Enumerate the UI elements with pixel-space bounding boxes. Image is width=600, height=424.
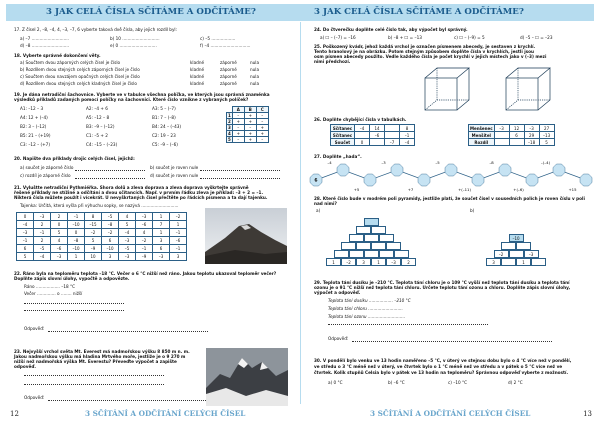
q18-option[interactable]: záporné: [220, 81, 237, 86]
table-cell: –4: [355, 125, 370, 132]
grid-cell: –6: [51, 245, 68, 253]
q21-line3: Nikterá čísla můžete použít i vícekrát. U nevyškrtaných čísel přečtěte po řádcích písmena a ta dají tajenku.: [14, 195, 268, 200]
snake-cell: [580, 174, 592, 186]
q19-item: B4: 24 – (–43): [152, 124, 182, 129]
q22-text2: Doplňte zápis slovní úlohy, vypočtě a odpovězte.: [14, 276, 130, 281]
board-cell: +: [244, 119, 256, 125]
page-number: 13: [583, 410, 592, 418]
pyramid-cell: [349, 234, 364, 242]
pyramid-cell: [371, 226, 386, 234]
snake-cell: [472, 174, 484, 186]
answer-line: [200, 178, 280, 179]
q24-a: a) ☐ – (–7) = –16: [320, 35, 356, 40]
q24-d: d) –5 – ☐ = –23: [520, 35, 553, 40]
grid-cell: –2: [170, 213, 187, 221]
q18-option[interactable]: záporné: [220, 74, 237, 79]
table-cell: –3: [494, 125, 509, 132]
grid-cell: 4: [51, 237, 68, 245]
q18-option[interactable]: nula: [250, 81, 260, 86]
grid-cell: –8: [102, 221, 119, 229]
answer-line: [48, 400, 208, 401]
q19-item: C2: 19 – 23: [152, 133, 176, 138]
table-row-header: Sčítanec: [331, 132, 355, 139]
board-row-header: 1: [228, 113, 231, 118]
page-number: 12: [10, 410, 19, 418]
table-cell: 6: [509, 132, 524, 139]
q22-text1: 22. Ráno byla na teploměru teplota –18 °C. Večer o 6 °C nižší než ráno. Jakou teplotu ukazoval teploměr večer?: [14, 271, 277, 276]
table-cell: [385, 132, 400, 139]
q19-item: B1: 7 – (–8): [152, 115, 176, 120]
q29-chlor: Teplota tání chloru ..........................: [328, 306, 403, 311]
q18-statement: a) Součtem dvou záporných celých čísel je číslo: [20, 60, 121, 65]
grid-cell: 6: [17, 245, 34, 253]
q19-item: A4: 12 + (–4): [20, 115, 48, 120]
answer-line: [48, 331, 208, 332]
snake-cell: [553, 164, 565, 176]
snake-operation: –5: [435, 160, 440, 165]
q19-chessboard: [226, 106, 269, 143]
q17-a: a) –7 ............................: [20, 36, 69, 41]
pyramid-cell: 2: [401, 258, 416, 266]
q19-item: B5: 21 – (+19): [20, 133, 51, 138]
snake-cell: [391, 164, 403, 176]
table-cell: 8: [400, 125, 415, 132]
snake-cell: [499, 164, 511, 176]
q30-line3: čtvrtek. Kolik stupňů Celsia bylo v pátek ve 13 hodin na teploměru? Správnou odpověď vyberte z možností.: [314, 370, 569, 375]
snake-operation: +(–6): [513, 187, 524, 192]
grid-cell: 7: [153, 221, 170, 229]
q23-line4: odpověď.: [14, 364, 36, 369]
q17-e: e) 0 ............................: [110, 43, 157, 48]
board-cell: –: [232, 137, 244, 143]
q18-statement: d) Rozdílem dvou stejných celých kladných čísel je číslo: [20, 81, 137, 86]
footer-title: 3 SČÍTÁNÍ A ODČÍTÁNÍ CELÝCH ČÍSEL: [370, 409, 531, 418]
q29-odpoved: Odpověď:: [328, 336, 349, 341]
q20-c: c) rozdíl je záporné číslo: [20, 173, 71, 178]
board-cell: +: [232, 131, 244, 137]
q30-option-d[interactable]: d) 2 °C: [508, 380, 523, 385]
pyramid-cell: 1: [371, 258, 386, 266]
board-col-header: C: [256, 107, 268, 113]
q18-option[interactable]: nula: [250, 74, 260, 79]
q18-option[interactable]: kladné: [190, 81, 205, 86]
grid-cell: –15: [85, 221, 102, 229]
cuboid-diagram: [420, 66, 570, 116]
sum-table: [330, 124, 415, 146]
board-row-header: 5: [228, 137, 231, 142]
q19-text1: 19. Je dána netradiční šachovnice. Vyberte ve v tabulce všechna políčka, ve kterých jsou správná znaménka: [14, 92, 270, 97]
pyramid-target-cell: –10: [509, 234, 524, 242]
snake-operation: +15: [568, 187, 577, 192]
q29-line3: výpočet a odpověď.: [314, 290, 361, 295]
grid-cell: 2: [34, 221, 51, 229]
volcano-icon: [205, 208, 287, 264]
q17-text: 17. Z čísel 2, –8, –4, 4, –3, –7, 6 vyberte taková dvě čísla, aby jejich rozdíl byl:: [14, 27, 178, 32]
grid-cell: –2: [102, 229, 119, 237]
grid-cell: 5: [17, 253, 34, 261]
q21-line2: řešené příklady ne stížiné a odčítání a dvou sčítancích. Např. v prvním řádku zleva je příklad: –3 + 2 = –1.: [14, 190, 264, 195]
grid-cell: 3: [170, 253, 187, 261]
board-cell: –: [256, 137, 268, 143]
board-col-header: B: [244, 107, 256, 113]
grid-cell: 5: [119, 221, 136, 229]
pyramid-cell: [379, 234, 394, 242]
board-cell: +: [256, 131, 268, 137]
table-cell: –7: [385, 139, 400, 146]
q24-b: b) –8 + ☐ = –13: [388, 35, 422, 40]
grid-cell: –3: [153, 253, 170, 261]
table-cell: –13: [539, 132, 554, 139]
q19-text2: výsledků příkladů zadaných pomocí políčky na šachovnici. Které číslo vznikne z vybraných políček?: [14, 97, 249, 102]
q18-option[interactable]: záporné: [220, 67, 237, 72]
snake-operation: +(–11): [458, 187, 471, 192]
q22-vecer: Večer .............. o ........ nižší: [24, 291, 83, 296]
pyramid-cell: 3: [356, 258, 371, 266]
q18-text: 18. Vyberte správné dokončení věty.: [14, 53, 101, 58]
mountain-icon: [206, 348, 288, 406]
q28-a-label: a): [316, 208, 321, 213]
grid-cell: –3: [119, 237, 136, 245]
pyramid-cell: 1: [516, 258, 531, 266]
snake-chain: [308, 158, 594, 194]
page-footer: [300, 407, 600, 421]
q19-item: C5: –9 – (–6): [152, 142, 178, 147]
table-cell: [355, 132, 370, 139]
q18-option[interactable]: kladné: [190, 60, 205, 65]
grid-cell: 4: [119, 213, 136, 221]
q18-statement: b) Rozdílem dvou stejných celých záporných čísel je číslo: [20, 67, 140, 72]
grid-cell: –1: [170, 245, 187, 253]
q18-option[interactable]: kladné: [190, 74, 205, 79]
snake-cell: [364, 174, 376, 186]
table-cell: –1: [400, 132, 415, 139]
q29-line1: 29. Teplota tání dusíku je –210 °C. Teplota tání chloru je o 109 °C vyšší než teplota tání dusíku a teplota tání: [314, 280, 570, 285]
q19-item: C4: –15 – (–23): [86, 142, 118, 147]
q23-line3: nižší než nadmořská výška Mt. Everestu? Převeďte výpočet a zapište: [14, 359, 177, 364]
grid-cell: 1: [68, 253, 85, 261]
pyramid-cell: [509, 250, 524, 258]
table-row-header: Menšenec: [470, 125, 493, 131]
table-cell: 12: [509, 125, 524, 132]
grid-cell: –5: [34, 245, 51, 253]
board-cell: +: [256, 125, 268, 131]
table-cell: [370, 139, 385, 146]
table-row-header: Menšitel: [469, 132, 495, 139]
q25-line3: osm písmen abecedy použito. Vedle každého čísla je počet krychlí v jejich místech jako v (–3) mezi: [314, 54, 547, 59]
q22-rano: Ráno .................. –18 °C: [24, 284, 75, 289]
answer-line: [328, 324, 488, 325]
q19-item: A5: –12 – 8: [86, 115, 110, 120]
board-cell: –: [256, 119, 268, 125]
q23-odpoved: Odpověď:: [24, 395, 45, 400]
q30-option-c[interactable]: c) –10 °C: [448, 380, 468, 385]
q20-text: 20. Napište dva příklady drojic celých čísel, jejichž:: [14, 156, 135, 161]
pyramid-cell: [394, 250, 409, 258]
pyramid-cell: [364, 234, 379, 242]
q20-d: d) součet je roven nule: [150, 173, 199, 178]
pyramid-cell: [516, 242, 531, 250]
board-cell: +: [244, 131, 256, 137]
difference-table: [468, 124, 555, 146]
table-cell: –4: [400, 139, 415, 146]
table-cell: [494, 132, 509, 139]
grid-cell: –6: [136, 221, 153, 229]
snake-cell: [445, 164, 457, 176]
pyramid-cell: [341, 242, 356, 250]
q24-text: 24. Do čtverečku doplňte celé číslo tak, aby výpočet byl správný.: [314, 27, 468, 32]
board-cell: –: [232, 113, 244, 119]
grid-cell: 10: [85, 253, 102, 261]
grid-cell: –6: [170, 237, 187, 245]
q19-item: C3: –12 – (+7): [20, 142, 50, 147]
grid-cell: 0: [68, 229, 85, 237]
q18-option[interactable]: nula: [250, 60, 260, 65]
grid-cell: –4: [17, 221, 34, 229]
table-row-header: Součet: [331, 139, 355, 146]
q25-line4: nimi předchozí.: [314, 59, 351, 64]
q27-text: 27. Doplňte „hada“.: [314, 154, 362, 159]
grid-cell: –2: [136, 237, 153, 245]
grid-cell: 1: [153, 229, 170, 237]
q30-option-b[interactable]: b) –6 °C: [388, 380, 405, 385]
pyramid-cell: [531, 258, 546, 266]
q17-d: d) –8 ............................: [20, 43, 69, 48]
q19-item: C1: –5 + 2: [86, 133, 108, 138]
pyramid-cell: [386, 242, 401, 250]
table-cell: –3: [524, 125, 539, 132]
answer-line: [200, 170, 280, 171]
grid-cell: 6: [102, 237, 119, 245]
table-row-header: Rozdíl: [469, 139, 495, 146]
grid-cell: –1: [170, 229, 187, 237]
q17-b: b) 10 ............................: [110, 36, 160, 41]
pyramid-target-cell: [364, 218, 379, 226]
table-row-header: Sčítanec: [331, 125, 355, 132]
q18-option[interactable]: záporné: [220, 60, 237, 65]
q30-option-a[interactable]: a) 0 °C: [328, 380, 343, 385]
q24-c: c) ☐ – (–9) = 5: [454, 35, 485, 40]
table-cell: 0: [355, 139, 370, 146]
pyramid-cell: [349, 250, 364, 258]
grid-cell: –3: [51, 253, 68, 261]
q28-line1: 28. Které číslo bude v modrém poli pyramidy, jestliže platí, že součet čísel v sousedních polích je roven číslu v poli: [314, 196, 585, 201]
grid-cell: –10: [68, 221, 85, 229]
pyramid-cell: [379, 250, 394, 258]
grid-cell: 1: [153, 213, 170, 221]
q22-odpoved: Odpověď:: [24, 326, 45, 331]
q26-text: 26. Doplňte chybějící čísla v tabulkách.: [314, 117, 407, 122]
page-footer: [0, 407, 300, 421]
snake-start-value: 6: [314, 178, 318, 184]
grid-cell: 0: [17, 213, 34, 221]
q20-b: b) součet je roven nule: [150, 165, 199, 170]
q30-line1: 30. V pondělí bylo venku ve 13 hodin naměřeno –5 °C, v úterý ve stejnou dobu bylo o 4 °C více než v pondělí,: [314, 358, 572, 363]
grid-cell: –9: [136, 253, 153, 261]
pyramid-cell: [356, 226, 371, 234]
board-cell: +: [244, 137, 256, 143]
q17-c: c) –5 ..................: [200, 36, 236, 41]
snake-operation: –3: [381, 160, 386, 165]
q30-line2: ve středu o 3 °C méně než v úterý, ve čtvrtek bylo o 1 °C méně než ve středu a v pátek o 5 °C více než ve: [314, 364, 563, 369]
table-cell: –6: [370, 132, 385, 139]
q23-line1: 23. Nejvyšší vrchol světa Mt. Everest má nadmořskou výšku 8 850 m n. m.: [14, 349, 190, 354]
grid-cell: 6: [153, 245, 170, 253]
pyramid-cell: [334, 250, 349, 258]
answer-line: [75, 170, 145, 171]
grid-cell: –4: [119, 229, 136, 237]
q19-item: A3: 5 – (–7): [152, 106, 176, 111]
q19-item: A1: –12 – 3: [20, 106, 44, 111]
board-cell: +: [232, 119, 244, 125]
grid-cell: 3: [102, 253, 119, 261]
answer-line: [24, 310, 124, 311]
answer-line: [24, 375, 164, 376]
grid-cell: 3: [153, 237, 170, 245]
grid-cell: 0: [51, 221, 68, 229]
q21-pyramid-grid: [16, 212, 187, 261]
grid-cell: –1: [17, 237, 34, 245]
pyramid-cell: –3: [386, 258, 401, 266]
answer-line: [75, 178, 145, 179]
q29-ozon: Teplota tání ozonu ............................: [328, 314, 406, 319]
table-cell: 27: [539, 125, 554, 132]
answer-line: [24, 303, 124, 304]
q25-line1: 25. Poškozený kvádr, jehož každá vrchol je označen písmenem abecedy, je sestaven z krychlí.: [314, 44, 536, 49]
pyramid-cell: –2: [494, 250, 509, 258]
everest-photo: [206, 348, 288, 406]
q20-a: a) součet je záporné číslo: [20, 165, 74, 170]
grid-cell: 2: [51, 213, 68, 221]
board-row-header: 3: [228, 125, 231, 130]
board-cell: +: [244, 113, 256, 119]
snake-operation: –4: [327, 160, 332, 165]
grid-cell: –1: [34, 229, 51, 237]
pyramid-cell: [356, 242, 371, 250]
grid-cell: –2: [85, 229, 102, 237]
pyramid-cell: 3: [486, 258, 501, 266]
q21-line1: 21. Vyluštte netradiční Pythmiéřka. Shora dolů a zleva doprava a zleva doprava vyškrtejte správně: [14, 185, 249, 190]
grid-cell: 1: [170, 221, 187, 229]
q29-dusik: Teplota tání dusíku .................. –210 °C: [328, 298, 411, 303]
q19-item: B2: 3 – (–12): [20, 124, 47, 129]
pyramid-cell: –3: [524, 250, 539, 258]
footer-title: 3 SČÍTÁNÍ A ODČÍTÁNÍ CELÝCH ČÍSEL: [85, 409, 246, 418]
grid-cell: –10: [68, 245, 85, 253]
q23-line2: Jakou nadmořskou výšku má hladina Mrtvého moře, jestliže je o 9 270 m: [14, 354, 186, 359]
snake-operation: +5: [353, 187, 360, 192]
pyramid-cell: –2: [341, 258, 356, 266]
grid-cell: 5: [85, 237, 102, 245]
grid-cell: –3: [17, 229, 34, 237]
q18-option[interactable]: nula: [250, 67, 260, 72]
table-cell: [509, 139, 524, 146]
answer-line: [24, 384, 164, 385]
board-col-header: A: [232, 107, 244, 113]
table-cell: –18: [524, 139, 539, 146]
board-cell: –: [256, 113, 268, 119]
pyramid-cell: 1: [326, 258, 341, 266]
pyramid-cell: [364, 250, 379, 258]
snake-operation: +7: [407, 187, 414, 192]
grid-cell: –3: [119, 253, 136, 261]
answer-line: [352, 341, 552, 342]
board-row-header: 2: [228, 119, 231, 124]
q28-line2: nad nimi?: [314, 201, 337, 206]
grid-cell: –5: [119, 245, 136, 253]
snake-cell: [526, 174, 538, 186]
grid-cell: –3: [34, 213, 51, 221]
grid-cell: –1: [68, 213, 85, 221]
snake-operation: –8: [489, 160, 494, 165]
grid-cell: –1: [136, 245, 153, 253]
grid-cell: 5: [51, 229, 68, 237]
chapter-banner: 3 JAK CELÁ ČÍSLA SČÍTÁME A ODČÍTÁME?: [300, 4, 594, 21]
chapter-banner: 3 JAK CELÁ ČÍSLA SČÍTÁME A ODČÍTÁME?: [6, 4, 300, 21]
grid-cell: 2: [34, 237, 51, 245]
q29-line2: ozonu je o 91 °C nižší než teplota tání chloru. Určete teplotu tání ozonu a chloru. Doplňte zápis slovní úlohy,: [314, 285, 571, 290]
snake-operation: –(–4): [540, 160, 551, 165]
pyramid-cell: [501, 242, 516, 250]
table-cell: [385, 125, 400, 132]
q17-f: f) –4 ..............................: [200, 43, 251, 48]
right-page: [300, 0, 600, 424]
table-cell: 29: [524, 132, 539, 139]
snake-cell: [418, 174, 430, 186]
grid-cell: 8: [85, 213, 102, 221]
q18-statement: c) Součtem dvou navzájem opačných celých čísel je číslo: [20, 74, 140, 79]
q25-line2: Tento hranolový je na obrázku. Potom stejným způsobem doplňte čísla v krychlích, jestli jsou: [314, 49, 535, 54]
table-cell: 14: [370, 125, 385, 132]
grid-cell: 4: [136, 229, 153, 237]
board-cell: –: [232, 125, 244, 131]
grid-cell: –3: [136, 213, 153, 221]
table-cell: [494, 139, 509, 146]
volcano-photo: [205, 208, 287, 264]
board-row-header: 4: [228, 131, 231, 136]
table-cell: 5: [539, 139, 554, 146]
grid-cell: –4: [34, 253, 51, 261]
grid-cell: –9: [85, 245, 102, 253]
board-cell: –: [244, 125, 256, 131]
q19-item: B3: –9 – (–12): [86, 124, 115, 129]
q28-b-label: b): [470, 208, 475, 213]
q21-hint: Tajenka: Určitá, která vyšla při výhuchu sopky, se nazývá ............................: [20, 203, 179, 208]
q18-option[interactable]: kladné: [190, 67, 205, 72]
grid-cell: –5: [102, 213, 119, 221]
pyramid-cell: [371, 242, 386, 250]
q19-item: A2: –4 + 6: [86, 106, 108, 111]
grid-cell: –8: [68, 237, 85, 245]
snake-cell: [337, 164, 349, 176]
pyramid-cell: [501, 258, 516, 266]
grid-cell: –10: [102, 245, 119, 253]
